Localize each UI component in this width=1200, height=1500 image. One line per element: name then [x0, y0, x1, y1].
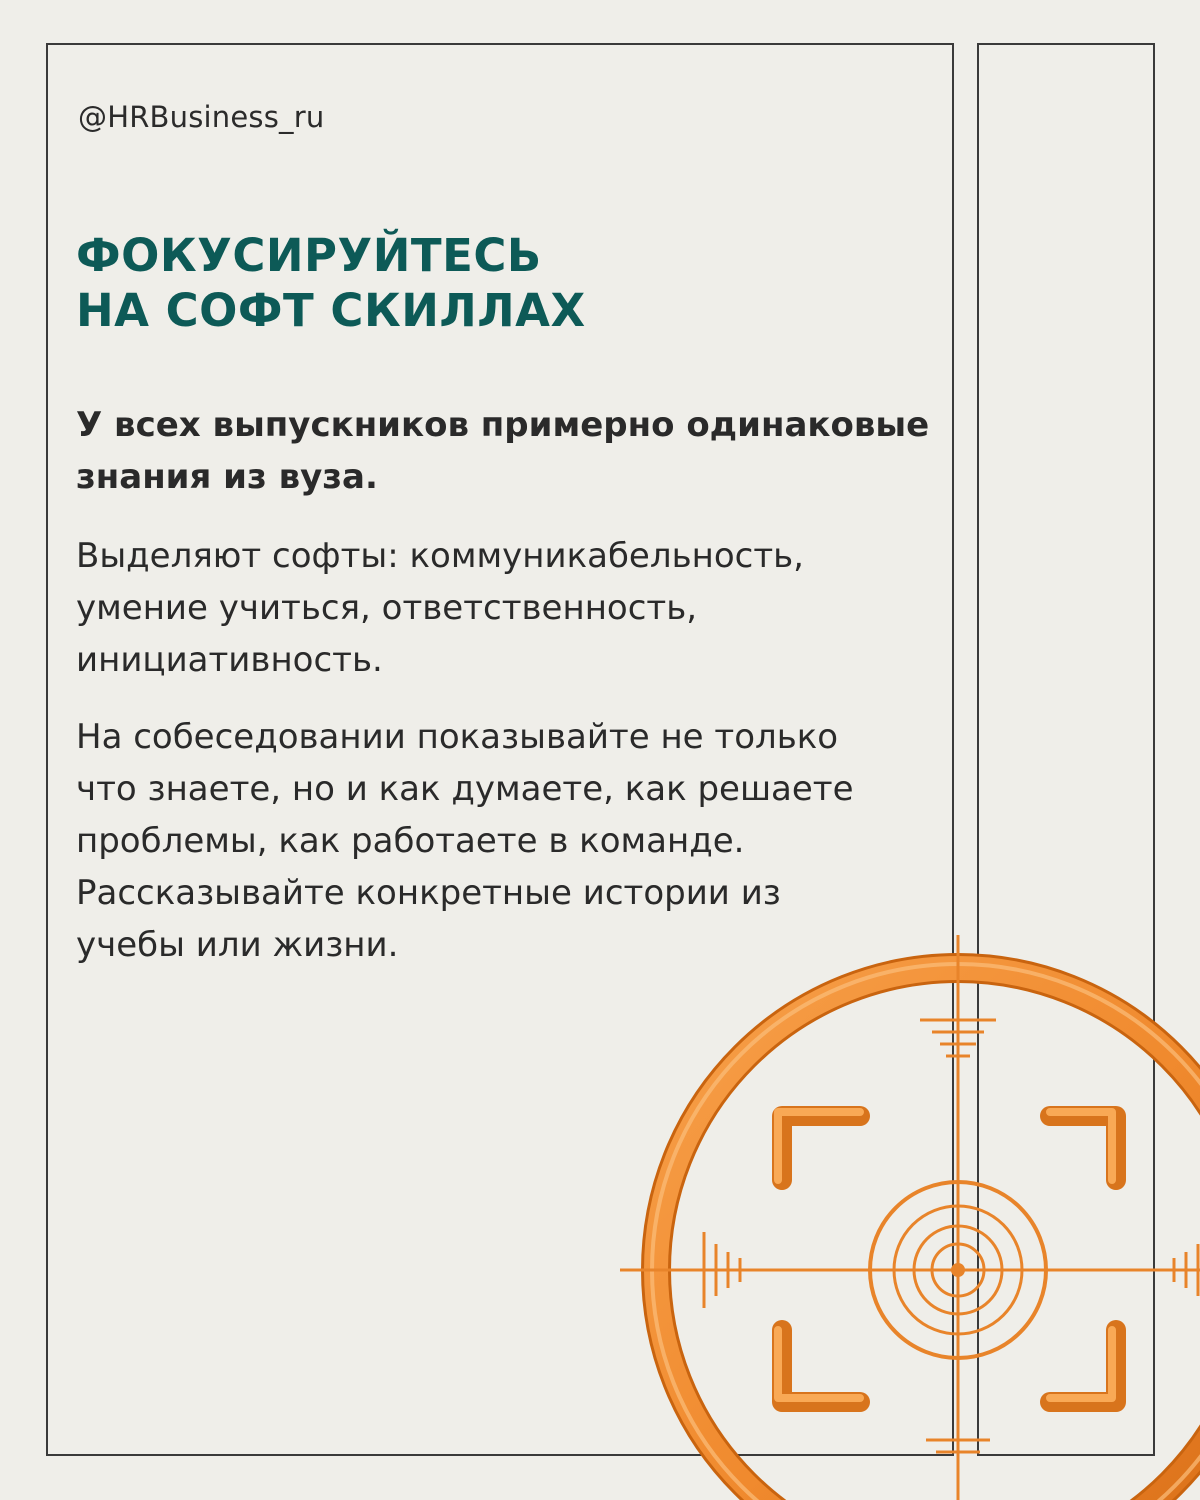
paragraph-line: инициативность. — [76, 640, 383, 680]
paragraph-line: Выделяют софты: коммуникабельность, — [76, 536, 804, 576]
paragraph-line: У всех выпускников примерно одинаковые — [76, 405, 930, 445]
paragraph-soft-skills — [76, 530, 946, 686]
page-title — [76, 228, 586, 338]
title-line-2: НА СОФТ СКИЛЛАХ — [76, 284, 586, 337]
paragraph-line: что знаете, но и как думаете, как решаете — [76, 769, 854, 809]
title-line-1: ФОКУСИРУЙТЕСЬ — [76, 229, 542, 282]
paragraph-interview-advice — [76, 711, 946, 971]
side-frame — [977, 43, 1155, 1456]
paragraph-line: проблемы, как работаете в команде. — [76, 821, 745, 861]
paragraph-line: знания из вуза. — [76, 457, 378, 497]
paragraph-line: умение учиться, ответственность, — [76, 588, 698, 628]
account-handle: @HRBusiness_ru — [78, 100, 325, 134]
paragraph-line: Рассказывайте конкретные истории из — [76, 873, 781, 913]
paragraph-line: На собеседовании показывайте не только — [76, 717, 839, 757]
paragraph-graduates-knowledge — [76, 399, 946, 503]
paragraph-line: учебы или жизни. — [76, 925, 399, 965]
